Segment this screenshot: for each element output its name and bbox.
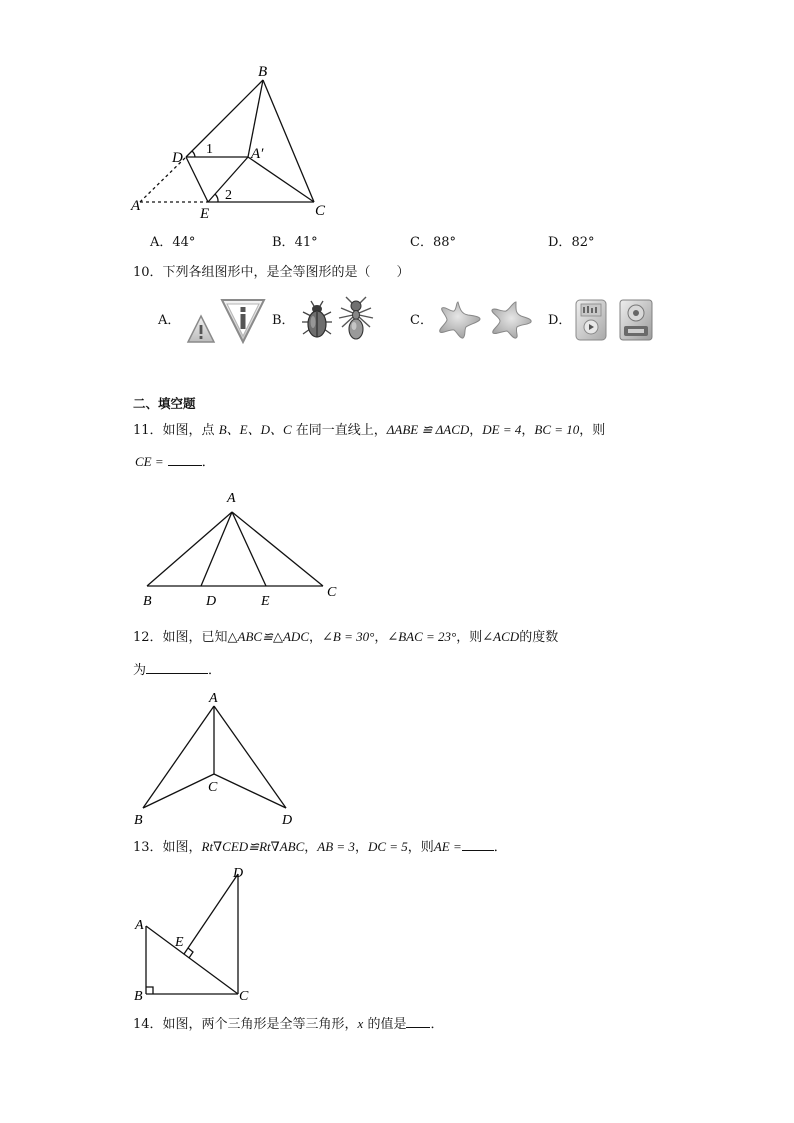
q9-option-b: B．41° (272, 235, 318, 250)
label-B: B (258, 64, 268, 80)
q9-option-a: A．44° (150, 235, 196, 250)
angle-2-arc (215, 194, 218, 202)
segment-AD (201, 512, 232, 586)
warning-triangle-small-icon (186, 314, 216, 344)
label-D: D (282, 813, 293, 828)
label-A: A (227, 491, 236, 506)
q13-figure (130, 862, 260, 1004)
q10-option-a-label: A． (158, 313, 181, 328)
label-B: B (134, 813, 143, 828)
q11-figure (135, 486, 345, 611)
segment-CD (214, 774, 286, 808)
q10-option-c-label: C． (410, 313, 433, 328)
q12-figure (130, 686, 305, 828)
label-E: E (261, 594, 270, 609)
q11-answer-blank[interactable] (168, 452, 202, 466)
beetle-icon (300, 300, 334, 342)
q14-line: 14．如图，两个三角形是全等三角形，x 的值是 ． (133, 1016, 444, 1032)
q14-answer-blank[interactable] (406, 1014, 430, 1028)
label-E: E (200, 206, 210, 222)
segment-AC (146, 926, 238, 994)
starfish-rotated-icon (488, 300, 534, 340)
label-D: D (233, 866, 244, 881)
segment-BC (263, 80, 314, 202)
segment-AD (214, 706, 286, 808)
angle-1-arc (192, 151, 195, 157)
q12-line1: 12．如图，已知△ABC≌△ADC，∠B = 30°，∠BAC = 23°，则∠ACD的度数 (133, 629, 559, 645)
label-A: A (135, 918, 144, 933)
label-C: C (239, 989, 249, 1004)
label-angle1: 1 (206, 142, 213, 157)
label-A: A (209, 691, 218, 706)
media-player-icon (574, 298, 608, 342)
segment-AB (147, 512, 232, 586)
label-C: C (315, 203, 326, 219)
label-angle2: 2 (225, 188, 232, 203)
label-B: B (134, 989, 143, 1004)
label-D: D (206, 594, 217, 609)
label-A-prime: A′ (251, 146, 264, 162)
label-C: C (327, 585, 337, 600)
q10-stem: 10．下列各组图形中，是全等图形的是（ ） (133, 265, 410, 280)
label-E: E (175, 935, 184, 950)
segment-DE (186, 157, 208, 202)
label-B: B (143, 594, 152, 609)
segment-AB (143, 706, 214, 808)
q11-line1: 11．如图，点 B、E、D、C 在同一直线上，ΔABE ≌ ΔACD，DE = 4，BC = 10，则 (133, 422, 606, 438)
q10-option-d-label: D． (548, 313, 572, 328)
right-angle-B (146, 987, 153, 994)
q12-line2: 为 ． (133, 660, 221, 680)
q13-line: 13．如图，Rt∇CED≌Rt∇ABC，AB = 3，DC = 5，则AE = ． (133, 839, 507, 855)
label-A: A (131, 198, 141, 214)
q10-option-b-label: B． (272, 313, 295, 328)
label-D: D (172, 150, 183, 166)
q11-line2: CE = ． (135, 454, 215, 470)
info-triangle-large-icon (220, 298, 266, 344)
segment-DE (184, 874, 238, 954)
q12-answer-blank[interactable] (146, 660, 208, 674)
right-angle-E (188, 948, 193, 958)
segment-AC (232, 512, 323, 586)
label-C: C (208, 780, 218, 795)
q13-answer-blank[interactable] (462, 837, 494, 851)
starfish-icon (436, 300, 482, 340)
dvd-player-icon (618, 298, 654, 342)
ant-icon (336, 296, 376, 342)
q9-option-c: C．88° (410, 235, 456, 250)
q9-figure (128, 60, 338, 225)
section-title: 二、填空题 (133, 396, 196, 411)
segment-AE (232, 512, 266, 586)
q9-option-d: D．82° (548, 235, 595, 250)
segment-BC (143, 774, 214, 808)
